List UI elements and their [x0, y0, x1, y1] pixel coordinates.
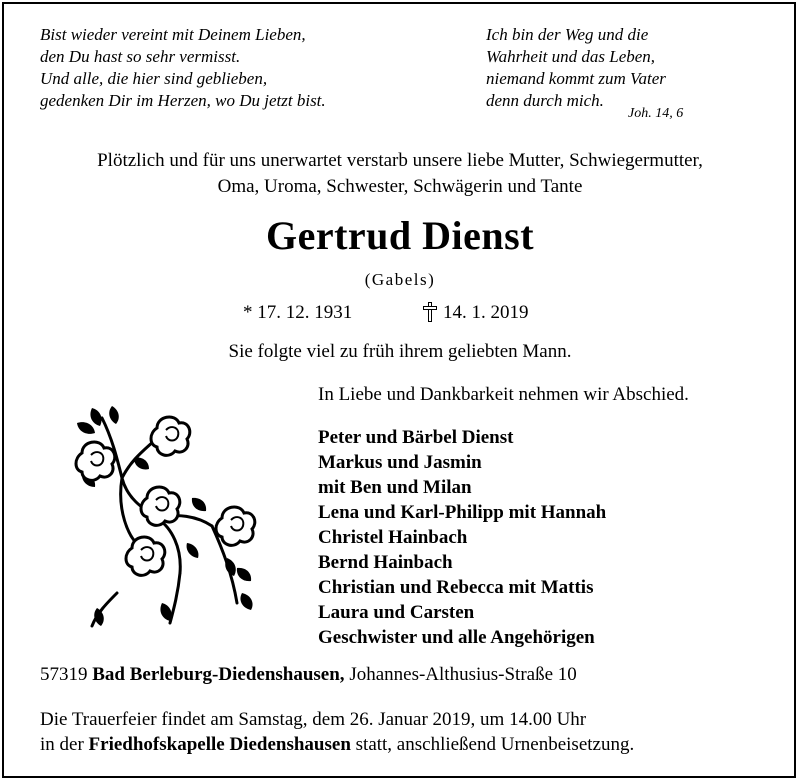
- poem-line: Wahrheit und das Leben,: [486, 47, 656, 66]
- zip-code: 57319: [40, 664, 88, 685]
- poem-left: [40, 24, 326, 112]
- death-date: 14. 1. 2019: [443, 302, 529, 323]
- mourner-item: Bernd Hainbach: [318, 552, 453, 573]
- poem-line: gedenken Dir im Herzen, wo Du jetzt bist.: [40, 91, 326, 110]
- roses-illustration: [62, 398, 282, 630]
- intro-text: [0, 148, 800, 200]
- address: [40, 664, 577, 686]
- mourner-item: Christel Hainbach: [318, 527, 468, 548]
- deceased-name: Gertrud Dienst: [265, 213, 535, 258]
- birth-date: * 17. 12. 1931: [243, 302, 353, 323]
- funeral-line-1: Die Trauerfeier findet am Samstag, dem 26. Januar 2019, um 14.00 Uhr: [40, 709, 587, 730]
- mourner-item: Markus und Jasmin: [318, 452, 482, 473]
- street: Johannes-Althusius-Straße 10: [349, 664, 577, 685]
- mourner-item: Christian und Rebecca mit Mattis: [318, 577, 594, 598]
- mourner-item: Laura und Carsten: [318, 602, 475, 623]
- funeral-suffix: statt, anschließend Urnenbeisetzung.: [355, 734, 635, 755]
- poem-line: Bist wieder vereint mit Deinem Lieben,: [40, 25, 306, 44]
- funeral-notice: [40, 707, 634, 757]
- funeral-prefix: in der: [40, 734, 84, 755]
- followed-text: Sie folgte viel zu früh ihrem geliebten Mann.: [228, 341, 572, 362]
- place: Bad Berleburg-Diedenshausen,: [92, 664, 345, 685]
- poem-line: niemand kommt zum Vater: [486, 69, 666, 88]
- poem-right: [486, 24, 666, 112]
- poem-line: Und alle, die hier sind geblieben,: [40, 69, 268, 88]
- farewell-text: In Liebe und Dankbarkeit nehmen wir Abschied.: [318, 384, 689, 405]
- poem-line: denn durch mich.: [486, 91, 604, 110]
- intro-line-2: Oma, Uroma, Schwester, Schwägerin und Tante: [217, 176, 583, 197]
- cross-icon: [423, 302, 437, 320]
- maiden-name: (Gabels): [364, 270, 436, 289]
- funeral-line-2: [40, 732, 634, 757]
- poem-line: Ich bin der Weg und die: [486, 25, 649, 44]
- funeral-location: Friedhofskapelle Diedenshausen: [88, 734, 351, 755]
- death-date-block: [423, 302, 529, 324]
- poem-line: den Du hast so sehr vermisst.: [40, 47, 241, 66]
- mourner-item: mit Ben und Milan: [318, 477, 472, 498]
- mourner-item: Geschwister und alle Angehörigen: [318, 627, 595, 648]
- intro-line-1: Plötzlich und für uns unerwartet verstarb unsere liebe Mutter, Schwiegermutter,: [97, 150, 703, 171]
- mourners-list: [318, 425, 606, 650]
- mourner-item: Lena und Karl-Philipp mit Hannah: [318, 502, 607, 523]
- bible-reference: Joh. 14, 6: [628, 106, 684, 121]
- mourner-item: Peter und Bärbel Dienst: [318, 427, 514, 448]
